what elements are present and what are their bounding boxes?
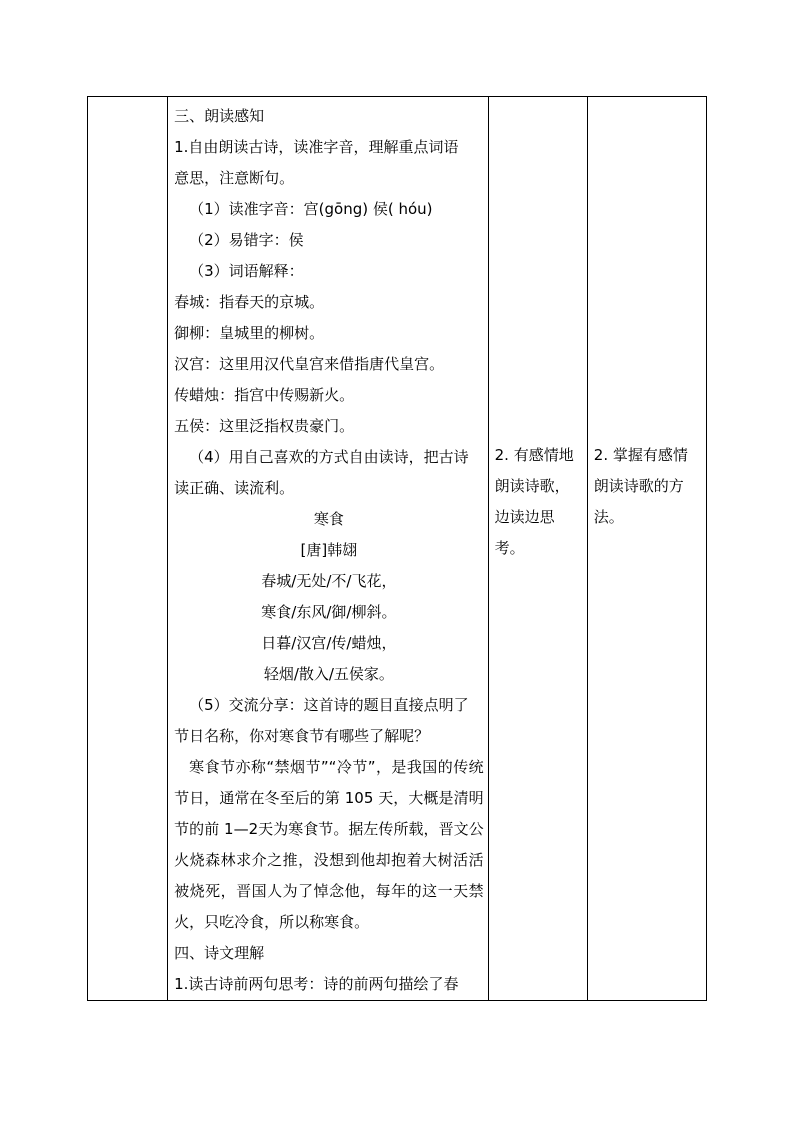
pronunciation-line: （1）读准字音：宫(gōng) 侯( hóu) bbox=[189, 200, 433, 218]
share-answer: 寒食节亦称“禁烟节”“冷节”，是我国的传统节日，通常在冬至后的第 105 天，大概是清明节的前 1—2天为寒食节。据左传所载，晋文公火烧森林求介之推，没想到他却抱着大树活活被烧死，晋国人为了悼念他，每年的这一天禁火，只吃冷食，所以称寒食。 bbox=[174, 758, 484, 931]
term-item: 五侯：这里泛指权贵豪门。 bbox=[174, 417, 355, 435]
section-heading: 四、诗文理解 bbox=[174, 944, 265, 962]
design-intent-cell bbox=[587, 97, 706, 1001]
student-activity-cell bbox=[488, 97, 587, 1001]
read-task: （4）用自己喜欢的方式自由读诗，把古诗读正确、读流利。 bbox=[174, 448, 469, 497]
term-item: 传蜡烛：指宫中传赐新火。 bbox=[174, 386, 355, 404]
teaching-process-content bbox=[168, 97, 488, 1000]
term-item: 御柳：皇城里的柳树。 bbox=[174, 324, 325, 342]
term-item: 春城：指春天的京城。 bbox=[174, 293, 325, 311]
poem-line: 轻烟/散入/五侯家。 bbox=[263, 665, 394, 683]
task-line: 意思，注意断句。 bbox=[174, 169, 295, 187]
task-line: 1.自由朗读古诗，读准字音，理解重点词语 bbox=[174, 138, 459, 156]
poem-line: 日暮/汉宫/传/蜡烛， bbox=[261, 634, 397, 652]
error-char-line: （2）易错字：侯 bbox=[189, 231, 304, 249]
poem-title: 寒食 bbox=[313, 510, 344, 528]
section-heading: 三、朗读感知 bbox=[174, 107, 265, 125]
empty-column-cell bbox=[88, 97, 168, 1001]
student-activity-text: 2. 有感情地朗读诗歌，边读边思考。 bbox=[494, 446, 574, 557]
poem-line: 春城/无处/不/飞花， bbox=[261, 572, 397, 590]
poem-line: 寒食/东风/御/柳斜。 bbox=[261, 603, 397, 621]
share-task: （5）交流分享：这首诗的题目直接点明了节日名称，你对寒食节有哪些了解呢？ bbox=[174, 696, 469, 745]
design-intent-text: 2. 掌握有感情朗读诗歌的方法。 bbox=[593, 446, 688, 526]
poem-author: [唐]韩翃 bbox=[300, 541, 358, 559]
table-row bbox=[88, 97, 707, 1001]
explain-title: （3）词语解释： bbox=[189, 262, 304, 280]
teaching-process-cell bbox=[168, 97, 489, 1001]
lesson-plan-table bbox=[87, 96, 707, 1001]
task-line: 1.读古诗前两句思考：诗的前两句描绘了春 bbox=[174, 975, 459, 993]
term-item: 汉宫：这里用汉代皇宫来借指唐代皇宫。 bbox=[174, 355, 445, 373]
